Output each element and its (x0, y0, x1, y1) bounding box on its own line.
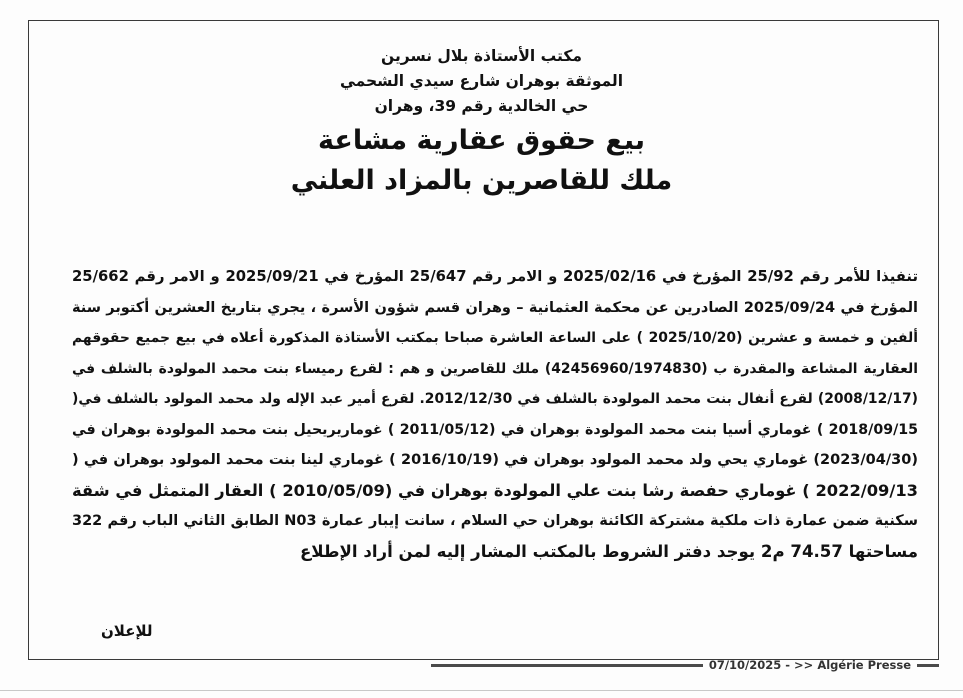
notice-body (72, 262, 918, 567)
footer-source: 07/10/2025 - >> Algérie Presse (708, 658, 911, 672)
office-name: مكتب الأستاذة بلال نسرين (381, 47, 582, 65)
body-line: مساحتها 74.57 م2 يوجد دفتر الشروط بالمكتب المشار إليه لمن أراد الإطلاع (299, 541, 918, 561)
office-address: الموثقة بوهران شارع سيدي الشحمي (339, 72, 624, 90)
notice-header (0, 44, 963, 201)
page-cut-line (0, 690, 963, 691)
notice-title: بيع حقوق عقارية مشاعة (318, 125, 645, 156)
body-line: (2008/12/17) لقرع أنفال بنت محمد المولودة بالشلف في 2012/12/30. لقرع أمير عبد الإله ولد محمد المولود بالشلف في( (72, 391, 918, 407)
body-line: 2018/09/15 ) غوماري أسيا بنت محمد المولودة بوهران في (2011/05/12 ) غوماريريحيل بنت محمد المولودة بوهران في (72, 421, 918, 438)
body-line: المؤرخ في 2025/09/24 الصادرين عن محكمة العثمانية – وهران قسم شؤون الأسرة ، يجري بتاريخ العشرين أكتوبر سنة (72, 299, 918, 316)
notice-subtitle: ملك للقاصرين بالمزاد العلني (290, 165, 673, 196)
footer-rule-left (431, 664, 703, 667)
body-line: سكنية ضمن عمارة ذات ملكية مشتركة الكائنة بوهران حي السلام ، سانت إيبار عمارة N03 الطابق الثاني الباب رقم 322 (72, 513, 918, 529)
body-line: (2023/04/30) غوماري يحي ولد محمد المولود بوهران في (2016/10/19 ) غوماري لينا بنت محمد المولود بوهران في ( (72, 452, 918, 468)
body-line: 2022/09/13 ) غوماري حفصة رشا بنت علي المولودة بوهران في (2010/05/09 ) العقار المتمثل في شقة (72, 480, 918, 500)
footer (431, 658, 939, 672)
body-line: تنفيذا للأمر رقم 25/92 المؤرخ في 2025/02/16 و الامر رقم 25/647 المؤرخ في 2025/09/21 و الامر رقم 25/662 (72, 268, 918, 285)
body-line: ألفين و خمسة و عشرين (2025/10/20 ) على الساعة العاشرة صباحا بمكتب الأستاذة المذكورة أعلاه في بيع جميع حقوقهم (72, 330, 918, 346)
office-district: حي الخالدية رقم 39، وهران (374, 97, 589, 115)
body-line: العقارية المشاعة والمقدرة ب (42456960/1974830) ملك للقاصرين و هم : لقرع رميساء بنت محمد المولودة بالشلف في (72, 360, 918, 377)
footer-rule-right (917, 664, 939, 667)
signature-label: للإعلان (101, 622, 153, 640)
